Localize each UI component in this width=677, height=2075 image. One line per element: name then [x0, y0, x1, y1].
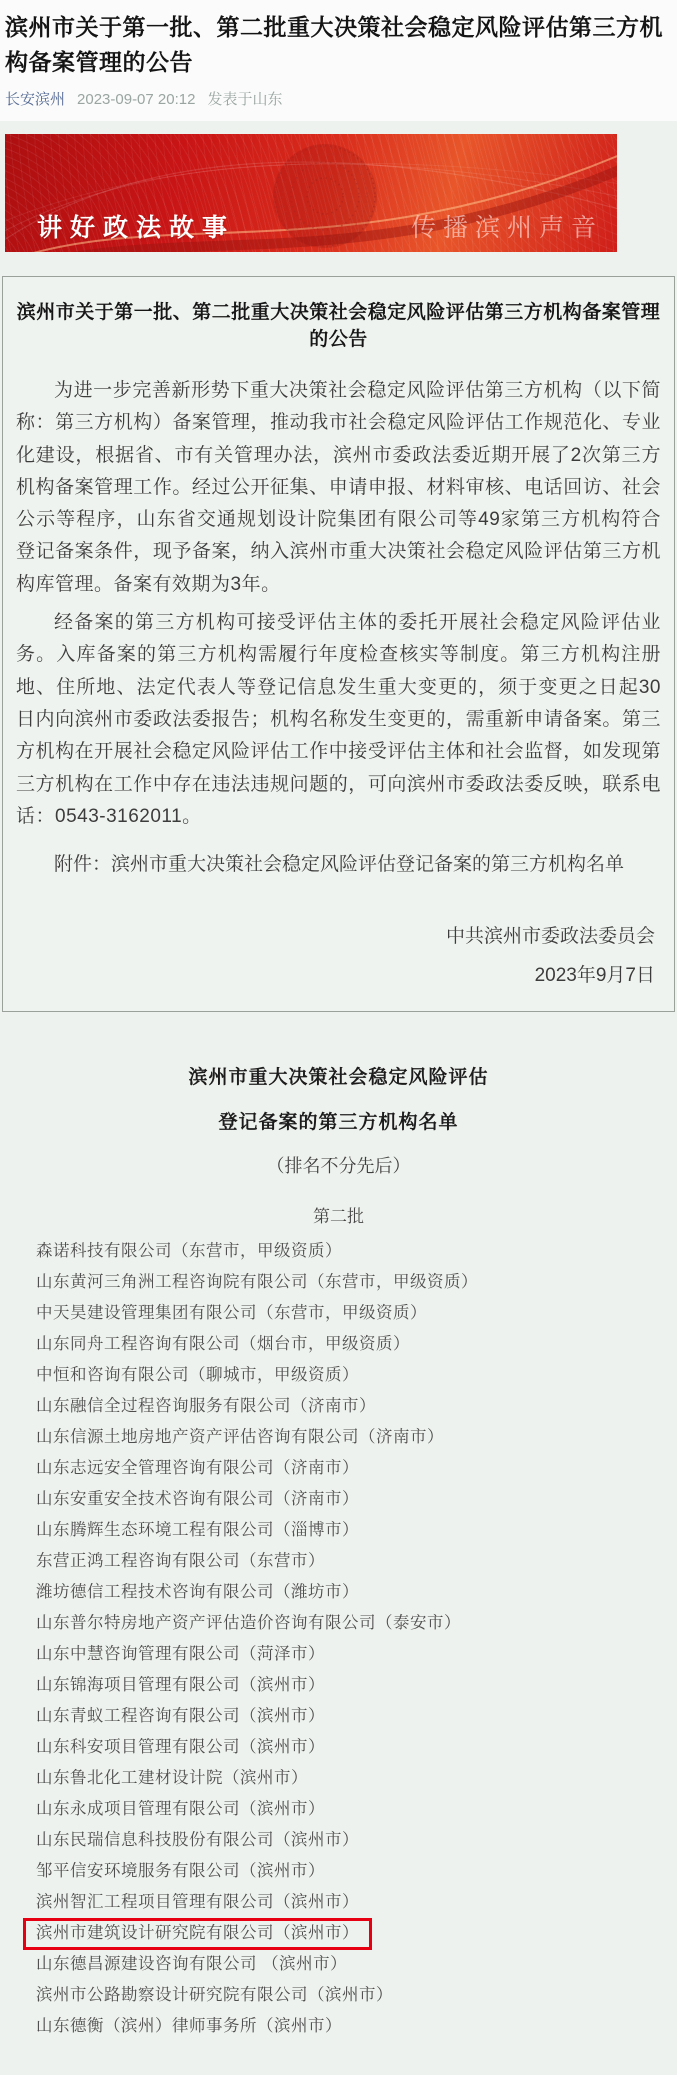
- annex-batch-label: 第二批: [313, 1207, 364, 1227]
- institution-name: 山东同舟工程咨询有限公司（烟台市，甲级资质）: [36, 1335, 410, 1354]
- list-item: [36, 1305, 677, 1322]
- banner-slogan-right: 传播滨州声音: [410, 214, 603, 242]
- list-item: [36, 1367, 677, 1384]
- annex-subtitle: （排名不分先后）: [266, 1156, 411, 1177]
- institution-name: 滨州智汇工程项目管理有限公司（滨州市）: [36, 1893, 359, 1912]
- annex-section: [0, 1012, 677, 2075]
- institution-name: 潍坊德信工程技术咨询有限公司（潍坊市）: [36, 1583, 359, 1602]
- list-item: [36, 1925, 677, 1942]
- institution-name: 山东中慧咨询管理有限公司（菏泽市）: [36, 1645, 325, 1664]
- institution-name: 山东信源土地房地产资产评估咨询有限公司（济南市）: [36, 1428, 444, 1447]
- article-header: [0, 0, 677, 121]
- notice-paragraph-1: 为进一步完善新形势下重大决策社会稳定风险评估第三方机构（以下简称：第三方机构）备案管理，推动我市社会稳定风险评估工作规范化、专业化建设，根据省、市有关管理办法，滨州市委政法委近期开展了2次第三方机构备案管理工作。经过公开征集、申请申报、材料审核、电话回访、社会公示等程序，山东省交通规划设计院集团有限公司等49家第三方机构符合登记备案条件，现予备案，纳入滨州市重大决策社会稳定风险评估第三方机构库管理。备案有效期为3年。: [16, 380, 661, 595]
- institution-name: 山东德昌源建设咨询有限公司 （滨州市）: [36, 1955, 348, 1974]
- list-item: [36, 1832, 677, 1849]
- institution-name: 东营正鸿工程咨询有限公司（东营市）: [36, 1552, 325, 1571]
- institution-name: 山东青蚁工程咨询有限公司（滨州市）: [36, 1707, 325, 1726]
- account-name-link[interactable]: 长安滨州: [5, 91, 66, 108]
- list-item: [36, 1956, 677, 1973]
- emblem-icon: [273, 144, 377, 248]
- institution-name: 滨州市公路勘察设计研究院有限公司（滨州市）: [36, 1986, 393, 2005]
- notice-attachment-line: 附件：滨州市重大决策社会稳定风险评估登记备案的第三方机构名单: [54, 854, 625, 876]
- notice-box: [2, 276, 675, 1012]
- institution-name: 山东安重安全技术咨询有限公司（济南市）: [36, 1490, 359, 1509]
- publish-timestamp: 2023-09-07 20:12: [77, 91, 196, 108]
- institution-name: 森诺科技有限公司（东营市，甲级资质）: [36, 1242, 342, 1261]
- list-item: [36, 1522, 677, 1539]
- list-item: [36, 1274, 677, 1291]
- notice-paragraph-2: 经备案的第三方机构可接受评估主体的委托开展社会稳定风险评估业务。入库备案的第三方机构需履行年度检查核实等制度。第三方机构注册地、住所地、法定代表人等登记信息发生重大变更的，须于变更之日起30日内向滨州市委政法委报告；机构名称发生变更的，需重新申请备案。第三方机构在开展社会稳定风险评估工作中接受评估主体和社会监督，如发现第三方机构在工作中存在违法违规问题的，可向滨州市委政法委反映，联系电话：0543-3162011。: [16, 612, 661, 827]
- list-item: [36, 1460, 677, 1477]
- institution-name: 山东腾辉生态环境工程有限公司（淄博市）: [36, 1521, 359, 1540]
- institution-name: 山东黄河三角洲工程咨询院有限公司（东营市，甲级资质）: [36, 1273, 478, 1292]
- institution-name: 山东鲁北化工建材设计院（滨州市）: [36, 1769, 308, 1788]
- institution-name: 中天昊建设管理集团有限公司（东营市，甲级资质）: [36, 1304, 427, 1323]
- institution-name: 山东普尔特房地产资产评估造价咨询有限公司（泰安市）: [36, 1614, 461, 1633]
- institution-name: 山东民瑞信息科技股份有限公司（滨州市）: [36, 1831, 359, 1850]
- institution-name-highlighted: 滨州市建筑设计研究院有限公司（滨州市）: [23, 1918, 372, 1950]
- list-item: [36, 1336, 677, 1353]
- list-item: [36, 1863, 677, 1880]
- banner-image[interactable]: [5, 134, 617, 252]
- list-item: [36, 1243, 677, 1260]
- publish-location: 发表于山东: [207, 91, 283, 108]
- institution-name: 山东永成项目管理有限公司（滨州市）: [36, 1800, 325, 1819]
- notice-date: 2023年9月7日: [534, 965, 655, 987]
- list-item: [36, 1770, 677, 1787]
- list-item: [36, 1708, 677, 1725]
- institution-list: [0, 1243, 677, 2035]
- annex-title-line2: 登记备案的第三方机构名单: [218, 1112, 459, 1134]
- list-item: [36, 1894, 677, 1911]
- list-item: [36, 1553, 677, 1570]
- list-item: [36, 1646, 677, 1663]
- list-item: [36, 1491, 677, 1508]
- institution-name: 山东科安项目管理有限公司（滨州市）: [36, 1738, 325, 1757]
- list-item: [36, 1398, 677, 1415]
- list-item: [36, 1739, 677, 1756]
- list-item: [36, 1677, 677, 1694]
- list-item: [36, 1615, 677, 1632]
- page-title: 滨州市关于第一批、第二批重大决策社会稳定风险评估第三方机构备案管理的公告: [5, 14, 663, 75]
- institution-name: 山东志远安全管理咨询有限公司（济南市）: [36, 1459, 359, 1478]
- banner-slogan-left: 讲好政法故事: [37, 214, 236, 242]
- list-item: [36, 1584, 677, 1601]
- institution-name: 邹平信安环境服务有限公司（滨州市）: [36, 1862, 325, 1881]
- institution-name: 山东德衡（滨州）律师事务所（滨州市）: [36, 2017, 342, 2036]
- notice-signature: 中共滨州市委政法委员会: [445, 926, 655, 948]
- institution-name: 山东融信全过程咨询服务有限公司（济南市）: [36, 1397, 376, 1416]
- notice-heading: 滨州市关于第一批、第二批重大决策社会稳定风险评估第三方机构备案管理的公告: [16, 302, 661, 350]
- institution-name: 中恒和咨询有限公司（聊城市，甲级资质）: [36, 1366, 359, 1385]
- list-item: [36, 1987, 677, 2004]
- list-item: [36, 1801, 677, 1818]
- list-item: [36, 1429, 677, 1446]
- byline: [5, 88, 671, 109]
- list-item: [36, 2018, 677, 2035]
- annex-title-line1: 滨州市重大决策社会稳定风险评估: [188, 1067, 489, 1089]
- institution-name: 山东锦海项目管理有限公司（滨州市）: [36, 1676, 325, 1695]
